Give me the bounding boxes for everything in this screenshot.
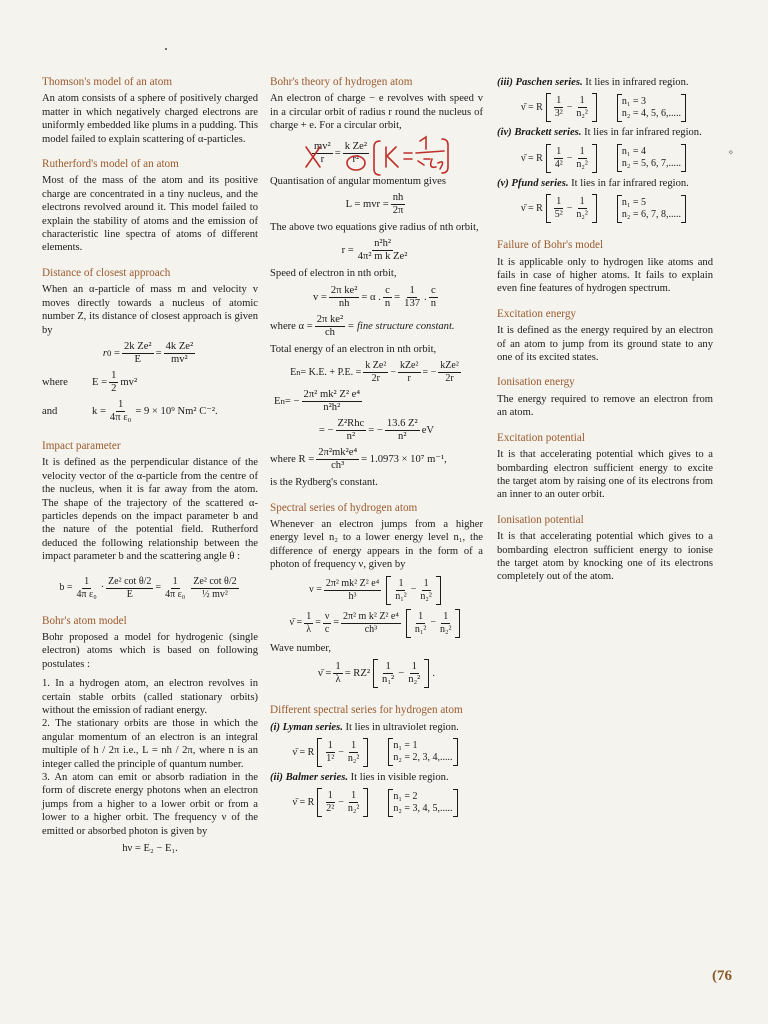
page-number: (76 bbox=[712, 968, 732, 984]
heading-bohr-theory: Bohr's theory of hydrogen atom bbox=[270, 76, 413, 88]
equation-r0: r 0 = $\frac{\text{2k Ze²}}{E}$ = $\frac{\text{4k Ze²}}{\text{mv²}}$ bbox=[102, 340, 194, 365]
para-bohr-theory: An electron of charge − e revolves with speed v in a circular orbit of radius r round the nucleus of charge + e. For a circular orbit, bbox=[270, 93, 483, 132]
equation-En-3: = − $\frac{\text{Z²Rhc}}{\text{n²}}$ = − $\frac{\text{13.6 Z²}}{\text{n²}}$ eV bbox=[318, 418, 435, 443]
heading-failure: Failure of Bohr's model bbox=[497, 239, 604, 252]
series-paschen: (iii) Paschen series. It lies in infrared region. ν̄ = R $\frac{1}{\text{3²}}$ − $\frac{1}{\text{n₂²}}$ n₁ = 3 n₂ = 4, 5, 6,..... bbox=[497, 76, 713, 122]
equation-wave-number: ν̄ = $\frac{1}{\lambda}$ = RZ² $\frac{1}{\text{n₁²}}$ − $\frac{1}{\text{n₂²}}$ . bbox=[270, 659, 483, 688]
series-balmer: (ii) Balmer series. It lies in visible region. ν̄ = R $\frac{1}{\text{2²}}$ − $\frac{1}{\text{n₂²}}$ n₁ = 2 n₂ = 3, 4, 5,..... bbox=[270, 771, 483, 817]
equation-En-1: E n = K.E. + P.E. = $\frac{\text{k Ze²}}{2r}$ − $\frac{\text{kZe²}}{r}$ = − $\frac{\text{kZe²}}{2r}$ bbox=[290, 360, 459, 385]
para-radius: The above two equations give radius of nth orbit, bbox=[270, 222, 479, 234]
scan-smudge-icon: ⋄ bbox=[728, 147, 734, 157]
equation-k: and k = $\frac{1}{\text{4π ε₀}}$ = 9 × 10⁹ Nm² C⁻². bbox=[42, 398, 218, 423]
para-excitation-energy: It is defined as the energy required by an electron of an atom to jump from its ground state to any one of its excited states. bbox=[497, 325, 713, 364]
series-brackett: (iv) Brackett series. It lies in far infrared region. ν̄ = R $\frac{1}{\text{4²}}$ − $\frac{1}{\text{n₂²}}$ n₁ = 4 n₂ = 5, 6, 7,..... bbox=[497, 126, 713, 172]
equation-alpha: where α = $\frac{\text{2π ke²}}{ch}$ = fine structure constant. bbox=[270, 313, 455, 338]
heading-closest-approach: Distance of closest approach bbox=[42, 266, 171, 279]
para-wave-number: Wave number, bbox=[270, 642, 332, 654]
heading-ionisation-potential: Ionisation potential bbox=[497, 513, 584, 526]
scan-speck bbox=[165, 48, 167, 50]
para-impact-parameter: It is defined as the perpendicular distance of the velocity vector of the α-particle from the centre of the nucleus, when it is far away from the atom. The shape of the trajectory of the scattered α-particles depends on the impact parameter b and the nature of the potential field. Rutherford deduced the following relationship between the impact parameter b and the scattering angle θ : bbox=[42, 457, 258, 563]
para-excitation-potential: It is that accelerating potential which gives to a bombarding electron sufficient energy to excite the target atom by raising one of its electrons from an inner to an outer orbit. bbox=[497, 449, 713, 501]
para-failure: It is applicable only to hydrogen like atoms and fails in case of higher atoms. It fails to explain even fine features of hydrogen spectrum. bbox=[497, 256, 713, 295]
column-middle bbox=[270, 76, 483, 821]
strike-mark bbox=[306, 147, 320, 167]
heading-series-list: Different spectral series for hydrogen atom bbox=[270, 704, 463, 717]
series-pfund: (v) Pfund series. It lies in far infrared region. ν̄ = R $\frac{1}{\text{5²}}$ − $\frac{1}{\text{n₂²}}$ n₁ = 5 n₂ = 6, 7, 8,..... bbox=[497, 177, 713, 223]
heading-excitation-potential: Excitation potential bbox=[497, 431, 585, 444]
equation-b: b = $\frac{1}{\text{4π ε₀}}$ · $\frac{\text{Ze² cot θ/2}}{E}$ = $\frac{1}{\text{4π ε₀}}$ $\frac{\text{Ze² cot θ/2}}{\text{½ mv²}}$ bbox=[59, 575, 237, 600]
equation-E: where E = $\frac{1}{2}$ mv² bbox=[42, 369, 138, 394]
para-speed: Speed of electron in nth orbit, bbox=[270, 268, 397, 280]
series-lyman: (i) Lyman series. It lies in ultraviolet region. ν̄ = R $\frac{1}{\text{1²}}$ − $\frac{1}{\text{n₂²}}$ n₁ = 1 n₂ = 2, 3, 4,..... bbox=[270, 721, 483, 767]
handwritten-annotation bbox=[300, 133, 450, 177]
para-rydberg: is the Rydberg's constant. bbox=[270, 477, 378, 489]
heading-rutherford: Rutherford's model of an atom bbox=[42, 158, 179, 171]
postulate-3: 3. An atom can emit or absorb radiation in the form of discrete energy photons when an electron jumps from a higher to a lower orbit or from a lower to a higher orbit. The frequency ν of the emitted or absorbed photon is given by bbox=[42, 772, 258, 837]
para-quantisation: Quantisation of angular momentum gives bbox=[270, 175, 446, 187]
equation-v: v = $\frac{\text{2π ke²}}{nh}$ = α . $\frac{c}{n}$ = $\frac{1}{137}$ . $\frac{c}{n}$ bbox=[312, 284, 436, 309]
heading-impact-parameter: Impact parameter bbox=[42, 439, 121, 452]
equation-circular-orbit: $\frac{\text{mv²}}{r}$ = $\frac{\text{k Ze²}}{\text{r²}}$ bbox=[314, 141, 367, 166]
para-spectral-series: Whenever an electron jumps from a higher energy level n₂ to a lower energy level n₁, the difference of energy appears in the form of a photon of frequency ν, given by bbox=[270, 519, 483, 571]
equation-nu: ν = $\frac{\text{2π² mk² Z² e⁴}}{\text{h³}}$ $\frac{1}{\text{n₁²}}$ − $\frac{1}{\text{n₂²}}$ bbox=[270, 576, 483, 605]
column-right bbox=[497, 76, 713, 584]
para-total-energy: Total energy of an electron in nth orbit, bbox=[270, 343, 437, 355]
equation-nubar: ν̄ = $\frac{1}{\lambda}$ = $\frac{\nu}{c}$ = $\frac{\text{2π² m k² Z² e⁴}}{\text{ch³}}$ $\frac{1}{\text{n₁²}}$ − $\frac{1}{\text{n₂²}}$ bbox=[270, 609, 483, 638]
para-ionisation-potential: It is that accelerating potential which gives to a bombarding electron sufficient energy to ionise the target atom by knocking one of its electrons completely out of the atom. bbox=[497, 531, 713, 583]
para-thomson: An atom consists of a sphere of positively charged matter in which negatively charged electrons are uniformly embedded like plums in a pudding. This model failed to explain scattering of α-particles. bbox=[42, 93, 258, 145]
para-closest-approach: When an α-particle of mass m and velocity v moves directly towards a nucleus of atomic number Z, its distance of closest approach is given by bbox=[42, 284, 258, 336]
equation-L: L = mvr = $\frac{nh}{2\pi}$ bbox=[345, 192, 404, 217]
heading-ionisation-energy: Ionisation energy bbox=[497, 376, 575, 389]
postulate-2: 2. The stationary orbits are those in which the angular momentum of an electron is an integral multiple of h / 2π i.e., L = nh / 2π, where n is an integer called the principle of quantum number. bbox=[42, 718, 258, 770]
heading-bohr-atom-model: Bohr's atom model bbox=[42, 614, 127, 627]
column-left bbox=[42, 76, 258, 859]
heading-excitation-energy: Excitation energy bbox=[497, 307, 577, 320]
equation-rydberg: where R = $\frac{\text{2π²mk²e⁴}}{\text{ch³}}$ = 1.0973 × 10⁷ m⁻¹, bbox=[270, 447, 447, 472]
para-rutherford: Most of the mass of the atom and its positive charge are concentrated in a tiny nucleus, and the electrons revolved around it. This model failed to explain the stability of atoms and the emission of characteristic line spectra of atoms of different elements. bbox=[42, 175, 258, 254]
heading-thomson: Thomson's model of an atom bbox=[42, 76, 173, 88]
equation-En-2: E n = − $\frac{\text{2π² mk² Z² e⁴}}{\text{n²h²}}$ bbox=[274, 389, 361, 414]
para-ionisation-energy: The energy required to remove an electron from an atom. bbox=[497, 393, 713, 419]
equation-r: r = $\frac{\text{n²h²}}{\text{4π² m k Ze²}}$ bbox=[341, 238, 408, 263]
equation-hv: hν = E₂ − E₁. bbox=[122, 843, 178, 855]
heading-spectral-series: Spectral series of hydrogen atom bbox=[270, 501, 418, 514]
para-bohr-atom-model: Bohr proposed a model for hydrogenic (single electron) atoms which is based on following postulates : bbox=[42, 631, 258, 670]
postulate-1: 1. In a hydrogen atom, an electron revolves in certain stable orbits (called stationary orbits) without the emission of radiant energy. bbox=[42, 678, 258, 716]
